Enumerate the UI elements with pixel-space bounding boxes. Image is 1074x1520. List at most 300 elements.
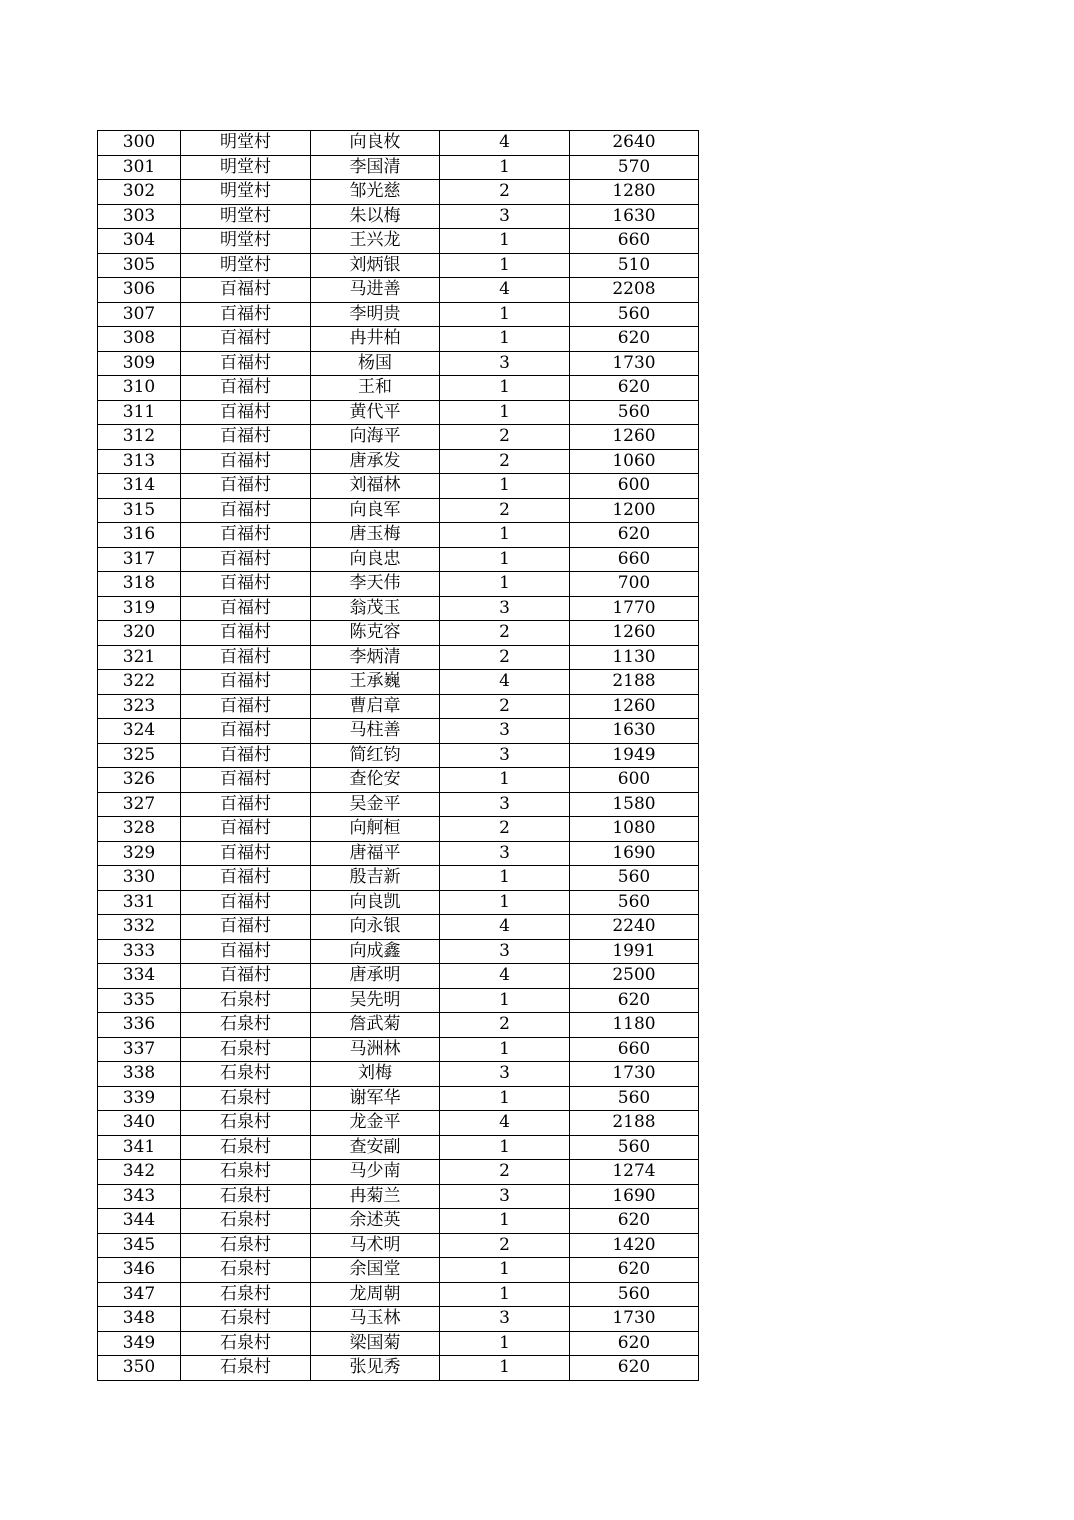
name-cell: 朱以梅 <box>311 204 440 229</box>
name-cell: 陈克容 <box>311 621 440 646</box>
count-cell: 1 <box>440 1209 570 1234</box>
village-cell: 百福村 <box>181 645 311 670</box>
name-cell: 吴金平 <box>311 792 440 817</box>
count-cell: 1 <box>440 1135 570 1160</box>
count-cell: 3 <box>440 792 570 817</box>
amount-cell: 1949 <box>570 743 699 768</box>
table-row <box>98 645 699 670</box>
amount-cell: 620 <box>570 1258 699 1283</box>
row-number-cell: 337 <box>98 1037 181 1062</box>
village-cell: 百福村 <box>181 474 311 499</box>
village-cell: 百福村 <box>181 498 311 523</box>
name-cell: 唐玉梅 <box>311 523 440 548</box>
row-number-cell: 342 <box>98 1160 181 1185</box>
name-cell: 马柱善 <box>311 719 440 744</box>
row-number-cell: 327 <box>98 792 181 817</box>
amount-cell: 660 <box>570 1037 699 1062</box>
table-row <box>98 743 699 768</box>
row-number-cell: 310 <box>98 376 181 401</box>
table-row <box>98 866 699 891</box>
table-row <box>98 1356 699 1381</box>
amount-cell: 1730 <box>570 351 699 376</box>
amount-cell: 1730 <box>570 1062 699 1087</box>
row-number-cell: 323 <box>98 694 181 719</box>
count-cell: 1 <box>440 572 570 597</box>
village-cell: 石泉村 <box>181 1111 311 1136</box>
count-cell: 1 <box>440 1037 570 1062</box>
count-cell: 1 <box>440 327 570 352</box>
row-number-cell: 325 <box>98 743 181 768</box>
row-number-cell: 308 <box>98 327 181 352</box>
name-cell: 邹光慈 <box>311 180 440 205</box>
count-cell: 2 <box>440 425 570 450</box>
count-cell: 1 <box>440 768 570 793</box>
name-cell: 翁茂玉 <box>311 596 440 621</box>
village-cell: 百福村 <box>181 768 311 793</box>
village-cell: 石泉村 <box>181 1160 311 1185</box>
amount-cell: 600 <box>570 474 699 499</box>
row-number-cell: 329 <box>98 841 181 866</box>
row-number-cell: 348 <box>98 1307 181 1332</box>
table-row <box>98 425 699 450</box>
name-cell: 向良忠 <box>311 547 440 572</box>
amount-cell: 1200 <box>570 498 699 523</box>
amount-cell: 560 <box>570 866 699 891</box>
row-number-cell: 315 <box>98 498 181 523</box>
count-cell: 3 <box>440 719 570 744</box>
amount-cell: 2640 <box>570 131 699 156</box>
amount-cell: 1260 <box>570 694 699 719</box>
count-cell: 3 <box>440 743 570 768</box>
table-row <box>98 621 699 646</box>
row-number-cell: 319 <box>98 596 181 621</box>
amount-cell: 1580 <box>570 792 699 817</box>
row-number-cell: 338 <box>98 1062 181 1087</box>
row-number-cell: 313 <box>98 449 181 474</box>
name-cell: 唐承发 <box>311 449 440 474</box>
row-number-cell: 314 <box>98 474 181 499</box>
village-cell: 百福村 <box>181 572 311 597</box>
table-row <box>98 1160 699 1185</box>
table-row <box>98 817 699 842</box>
village-cell: 百福村 <box>181 278 311 303</box>
row-number-cell: 320 <box>98 621 181 646</box>
row-number-cell: 326 <box>98 768 181 793</box>
count-cell: 2 <box>440 1160 570 1185</box>
name-cell: 曹启章 <box>311 694 440 719</box>
village-cell: 明堂村 <box>181 229 311 254</box>
amount-cell: 560 <box>570 1086 699 1111</box>
amount-cell: 1730 <box>570 1307 699 1332</box>
row-number-cell: 304 <box>98 229 181 254</box>
count-cell: 4 <box>440 131 570 156</box>
row-number-cell: 350 <box>98 1356 181 1381</box>
village-cell: 石泉村 <box>181 1086 311 1111</box>
name-cell: 查伦安 <box>311 768 440 793</box>
village-cell: 百福村 <box>181 817 311 842</box>
count-cell: 3 <box>440 204 570 229</box>
amount-cell: 1130 <box>570 645 699 670</box>
name-cell: 黄代平 <box>311 400 440 425</box>
table-row <box>98 596 699 621</box>
amount-cell: 660 <box>570 229 699 254</box>
village-cell: 百福村 <box>181 523 311 548</box>
table-row <box>98 939 699 964</box>
row-number-cell: 339 <box>98 1086 181 1111</box>
name-cell: 詹武菊 <box>311 1013 440 1038</box>
village-cell: 明堂村 <box>181 155 311 180</box>
amount-cell: 560 <box>570 890 699 915</box>
name-cell: 龙金平 <box>311 1111 440 1136</box>
name-cell: 马术明 <box>311 1233 440 1258</box>
row-number-cell: 336 <box>98 1013 181 1038</box>
name-cell: 李天伟 <box>311 572 440 597</box>
amount-cell: 1630 <box>570 719 699 744</box>
table-row <box>98 278 699 303</box>
amount-cell: 1280 <box>570 180 699 205</box>
village-cell: 百福村 <box>181 621 311 646</box>
row-number-cell: 333 <box>98 939 181 964</box>
village-cell: 百福村 <box>181 841 311 866</box>
amount-cell: 2208 <box>570 278 699 303</box>
name-cell: 唐承明 <box>311 964 440 989</box>
table-row <box>98 1258 699 1283</box>
village-cell: 石泉村 <box>181 1013 311 1038</box>
row-number-cell: 301 <box>98 155 181 180</box>
table-row <box>98 523 699 548</box>
count-cell: 4 <box>440 964 570 989</box>
row-number-cell: 341 <box>98 1135 181 1160</box>
village-cell: 石泉村 <box>181 1356 311 1381</box>
amount-cell: 620 <box>570 1209 699 1234</box>
row-number-cell: 312 <box>98 425 181 450</box>
village-cell: 明堂村 <box>181 204 311 229</box>
village-cell: 百福村 <box>181 596 311 621</box>
amount-cell: 560 <box>570 1282 699 1307</box>
count-cell: 1 <box>440 890 570 915</box>
table-row <box>98 327 699 352</box>
amount-cell: 2188 <box>570 670 699 695</box>
name-cell: 余国堂 <box>311 1258 440 1283</box>
name-cell: 向良枚 <box>311 131 440 156</box>
row-number-cell: 322 <box>98 670 181 695</box>
village-cell: 百福村 <box>181 964 311 989</box>
row-number-cell: 311 <box>98 400 181 425</box>
count-cell: 3 <box>440 1184 570 1209</box>
amount-cell: 2240 <box>570 915 699 940</box>
row-number-cell: 334 <box>98 964 181 989</box>
village-cell: 石泉村 <box>181 1331 311 1356</box>
amount-cell: 1080 <box>570 817 699 842</box>
count-cell: 2 <box>440 1013 570 1038</box>
name-cell: 谢军华 <box>311 1086 440 1111</box>
count-cell: 2 <box>440 621 570 646</box>
count-cell: 2 <box>440 180 570 205</box>
village-cell: 百福村 <box>181 670 311 695</box>
amount-cell: 1770 <box>570 596 699 621</box>
amount-cell: 660 <box>570 547 699 572</box>
village-cell: 百福村 <box>181 719 311 744</box>
amount-cell: 1690 <box>570 841 699 866</box>
amount-cell: 1260 <box>570 621 699 646</box>
table-row <box>98 1282 699 1307</box>
count-cell: 1 <box>440 523 570 548</box>
amount-cell: 1991 <box>570 939 699 964</box>
amount-cell: 1260 <box>570 425 699 450</box>
name-cell: 刘梅 <box>311 1062 440 1087</box>
name-cell: 向永银 <box>311 915 440 940</box>
amount-cell: 620 <box>570 376 699 401</box>
row-number-cell: 305 <box>98 253 181 278</box>
name-cell: 马进善 <box>311 278 440 303</box>
count-cell: 3 <box>440 596 570 621</box>
table-row <box>98 890 699 915</box>
table-row <box>98 155 699 180</box>
name-cell: 冉菊兰 <box>311 1184 440 1209</box>
name-cell: 刘炳银 <box>311 253 440 278</box>
table-row <box>98 180 699 205</box>
village-cell: 石泉村 <box>181 1307 311 1332</box>
village-cell: 明堂村 <box>181 253 311 278</box>
row-number-cell: 347 <box>98 1282 181 1307</box>
amount-cell: 2500 <box>570 964 699 989</box>
row-number-cell: 335 <box>98 988 181 1013</box>
row-number-cell: 300 <box>98 131 181 156</box>
amount-cell: 620 <box>570 988 699 1013</box>
name-cell: 吴先明 <box>311 988 440 1013</box>
count-cell: 2 <box>440 1233 570 1258</box>
table-row <box>98 1233 699 1258</box>
amount-cell: 1690 <box>570 1184 699 1209</box>
village-cell: 石泉村 <box>181 1209 311 1234</box>
village-cell: 石泉村 <box>181 1037 311 1062</box>
row-number-cell: 307 <box>98 302 181 327</box>
data-table <box>97 130 699 1381</box>
village-cell: 百福村 <box>181 939 311 964</box>
name-cell: 马玉林 <box>311 1307 440 1332</box>
name-cell: 向良凯 <box>311 890 440 915</box>
amount-cell: 700 <box>570 572 699 597</box>
amount-cell: 2188 <box>570 1111 699 1136</box>
count-cell: 3 <box>440 351 570 376</box>
table-row <box>98 1209 699 1234</box>
table-row <box>98 964 699 989</box>
village-cell: 百福村 <box>181 425 311 450</box>
count-cell: 4 <box>440 915 570 940</box>
name-cell: 张见秀 <box>311 1356 440 1381</box>
village-cell: 百福村 <box>181 351 311 376</box>
name-cell: 龙周朝 <box>311 1282 440 1307</box>
count-cell: 3 <box>440 841 570 866</box>
village-cell: 百福村 <box>181 449 311 474</box>
table-row <box>98 376 699 401</box>
row-number-cell: 303 <box>98 204 181 229</box>
amount-cell: 510 <box>570 253 699 278</box>
name-cell: 向成鑫 <box>311 939 440 964</box>
table-row <box>98 449 699 474</box>
row-number-cell: 328 <box>98 817 181 842</box>
row-number-cell: 349 <box>98 1331 181 1356</box>
table-row <box>98 670 699 695</box>
village-cell: 明堂村 <box>181 180 311 205</box>
table-row <box>98 498 699 523</box>
name-cell: 王兴龙 <box>311 229 440 254</box>
count-cell: 1 <box>440 866 570 891</box>
name-cell: 冉井柏 <box>311 327 440 352</box>
village-cell: 石泉村 <box>181 1184 311 1209</box>
name-cell: 余述英 <box>311 1209 440 1234</box>
table-row <box>98 474 699 499</box>
name-cell: 梁国菊 <box>311 1331 440 1356</box>
row-number-cell: 331 <box>98 890 181 915</box>
village-cell: 石泉村 <box>181 1233 311 1258</box>
amount-cell: 560 <box>570 1135 699 1160</box>
row-number-cell: 318 <box>98 572 181 597</box>
village-cell: 百福村 <box>181 400 311 425</box>
amount-cell: 620 <box>570 1331 699 1356</box>
table-row <box>98 1135 699 1160</box>
count-cell: 1 <box>440 302 570 327</box>
count-cell: 1 <box>440 1258 570 1283</box>
count-cell: 2 <box>440 498 570 523</box>
row-number-cell: 324 <box>98 719 181 744</box>
count-cell: 1 <box>440 1331 570 1356</box>
table-row <box>98 229 699 254</box>
name-cell: 查安副 <box>311 1135 440 1160</box>
count-cell: 1 <box>440 1086 570 1111</box>
name-cell: 向舸桓 <box>311 817 440 842</box>
count-cell: 2 <box>440 817 570 842</box>
table-row <box>98 1331 699 1356</box>
table-row <box>98 841 699 866</box>
amount-cell: 1180 <box>570 1013 699 1038</box>
table-row <box>98 1086 699 1111</box>
name-cell: 王承巍 <box>311 670 440 695</box>
amount-cell: 570 <box>570 155 699 180</box>
row-number-cell: 321 <box>98 645 181 670</box>
name-cell: 杨国 <box>311 351 440 376</box>
village-cell: 百福村 <box>181 743 311 768</box>
count-cell: 3 <box>440 1062 570 1087</box>
count-cell: 1 <box>440 253 570 278</box>
count-cell: 1 <box>440 376 570 401</box>
count-cell: 2 <box>440 449 570 474</box>
table-row <box>98 1013 699 1038</box>
amount-cell: 1274 <box>570 1160 699 1185</box>
row-number-cell: 344 <box>98 1209 181 1234</box>
table-row <box>98 792 699 817</box>
table-row <box>98 400 699 425</box>
table-row <box>98 351 699 376</box>
village-cell: 百福村 <box>181 376 311 401</box>
table-row <box>98 1307 699 1332</box>
count-cell: 1 <box>440 1356 570 1381</box>
count-cell: 4 <box>440 1111 570 1136</box>
count-cell: 4 <box>440 278 570 303</box>
village-cell: 百福村 <box>181 327 311 352</box>
name-cell: 王和 <box>311 376 440 401</box>
count-cell: 1 <box>440 547 570 572</box>
name-cell: 刘福林 <box>311 474 440 499</box>
count-cell: 1 <box>440 988 570 1013</box>
table-row <box>98 1184 699 1209</box>
amount-cell: 560 <box>570 400 699 425</box>
amount-cell: 560 <box>570 302 699 327</box>
row-number-cell: 309 <box>98 351 181 376</box>
count-cell: 1 <box>440 400 570 425</box>
name-cell: 向良军 <box>311 498 440 523</box>
village-cell: 百福村 <box>181 890 311 915</box>
count-cell: 1 <box>440 474 570 499</box>
village-cell: 石泉村 <box>181 1282 311 1307</box>
row-number-cell: 316 <box>98 523 181 548</box>
row-number-cell: 306 <box>98 278 181 303</box>
village-cell: 明堂村 <box>181 131 311 156</box>
village-cell: 百福村 <box>181 866 311 891</box>
count-cell: 1 <box>440 229 570 254</box>
table-row <box>98 204 699 229</box>
village-cell: 石泉村 <box>181 1062 311 1087</box>
name-cell: 马少南 <box>311 1160 440 1185</box>
name-cell: 殷吉新 <box>311 866 440 891</box>
village-cell: 百福村 <box>181 792 311 817</box>
village-cell: 百福村 <box>181 302 311 327</box>
row-number-cell: 346 <box>98 1258 181 1283</box>
row-number-cell: 302 <box>98 180 181 205</box>
amount-cell: 1420 <box>570 1233 699 1258</box>
name-cell: 唐福平 <box>311 841 440 866</box>
village-cell: 百福村 <box>181 694 311 719</box>
row-number-cell: 330 <box>98 866 181 891</box>
table-row <box>98 768 699 793</box>
village-cell: 石泉村 <box>181 1258 311 1283</box>
table-row <box>98 1037 699 1062</box>
village-cell: 石泉村 <box>181 1135 311 1160</box>
amount-cell: 1060 <box>570 449 699 474</box>
count-cell: 4 <box>440 670 570 695</box>
row-number-cell: 340 <box>98 1111 181 1136</box>
table-row <box>98 572 699 597</box>
amount-cell: 620 <box>570 327 699 352</box>
name-cell: 简红钧 <box>311 743 440 768</box>
table-body <box>98 131 699 1381</box>
village-cell: 百福村 <box>181 547 311 572</box>
amount-cell: 620 <box>570 523 699 548</box>
name-cell: 李明贵 <box>311 302 440 327</box>
table-row <box>98 131 699 156</box>
count-cell: 1 <box>440 1282 570 1307</box>
table-row <box>98 915 699 940</box>
village-cell: 石泉村 <box>181 988 311 1013</box>
row-number-cell: 317 <box>98 547 181 572</box>
table-row <box>98 1111 699 1136</box>
row-number-cell: 332 <box>98 915 181 940</box>
count-cell: 2 <box>440 645 570 670</box>
count-cell: 2 <box>440 694 570 719</box>
amount-cell: 620 <box>570 1356 699 1381</box>
count-cell: 3 <box>440 939 570 964</box>
amount-cell: 600 <box>570 768 699 793</box>
row-number-cell: 343 <box>98 1184 181 1209</box>
name-cell: 向海平 <box>311 425 440 450</box>
amount-cell: 1630 <box>570 204 699 229</box>
village-cell: 百福村 <box>181 915 311 940</box>
table-row <box>98 302 699 327</box>
table-row <box>98 719 699 744</box>
row-number-cell: 345 <box>98 1233 181 1258</box>
table-row <box>98 1062 699 1087</box>
name-cell: 马洲林 <box>311 1037 440 1062</box>
